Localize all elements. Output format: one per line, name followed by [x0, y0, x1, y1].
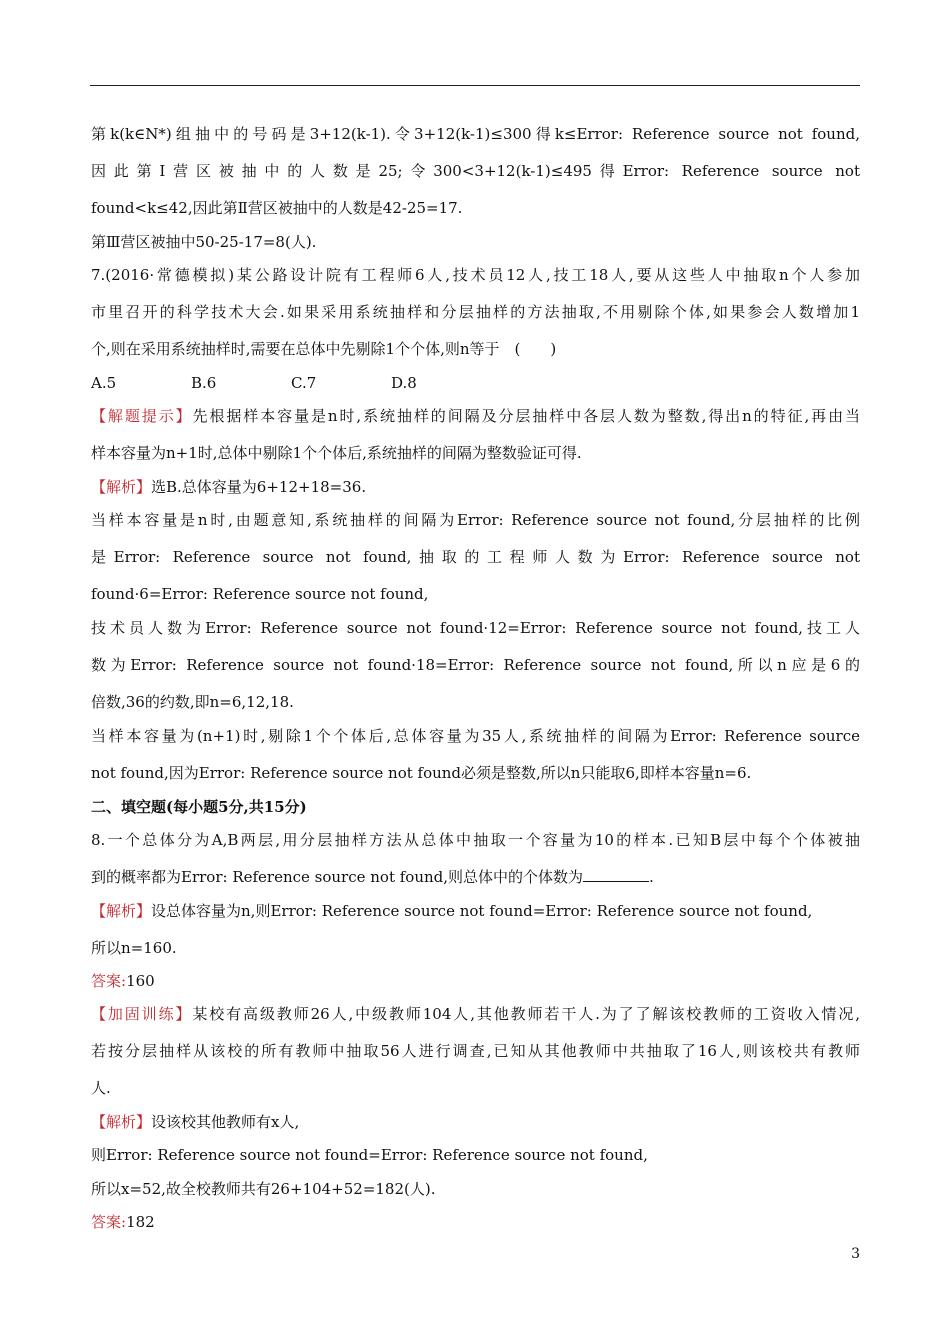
analysis-line [91, 477, 860, 497]
hint-tag: 【解题提示】 [91, 407, 193, 425]
answer-tag: 答案: [91, 1213, 127, 1231]
analysis-line: 当样本容量是n时,由题意知,系统抽样的间隔为Error: Reference source not found,分层抽样的比例 [91, 511, 860, 529]
option-a: A.5 [91, 374, 117, 392]
analysis-line: found·6=Error: Reference source not found, [91, 585, 429, 603]
analysis-line: 数为Error: Reference source not found·18=Error: Reference source not found,所以n应是6的 [91, 656, 860, 674]
analysis-tag: 【解析】 [91, 1113, 152, 1131]
extra-training-line: 人. [91, 1079, 111, 1097]
extra-training-tag: 【加固训练】 [91, 1005, 193, 1023]
analysis-text: 设总体容量为n,则Error: Reference source not found=Error: Reference source not found, [151, 902, 813, 920]
analysis-text: 选B.总体容量为6+12+18=36. [151, 478, 367, 496]
text-line: 因此第Ⅰ营区被抽中的人数是25;令300<3+12(k-1)≤495得Error: Reference source not [91, 162, 860, 180]
extra-training-text: 某校有高级教师26人,中级教师104人,其他教师若干人.为了了解该校教师的工资收入情况, [192, 1005, 860, 1023]
header-rule [90, 85, 860, 86]
option-d: D.8 [391, 374, 417, 392]
question-8-text: 到的概率都为Error: Reference source not found,则总体中的个体数为 [91, 868, 584, 886]
analysis-line [91, 901, 860, 921]
analysis-text: 设该校其他教师有x人, [151, 1113, 300, 1131]
question-8-line: 8.一个总体分为A,B两层,用分层抽样方法从总体中抽取一个容量为10的样本.已知B层中每个个体被抽 [91, 831, 860, 849]
hint-line [91, 406, 860, 426]
text-line: 第k(k∈N*)组抽中的号码是3+12(k-1).令3+12(k-1)≤300得k≤Error: Reference source not found, [91, 125, 860, 143]
extra-training-line: 若按分层抽样从该校的所有教师中抽取56人进行调查,已知从其他教师中共抽取了16人,则该校共有教师 [91, 1042, 860, 1060]
question-7-line: 7.(2016·常德模拟)某公路设计院有工程师6人,技术员12人,技工18人,要从这些人中抽取n个人参加 [91, 266, 860, 284]
extra-training-line [91, 1004, 860, 1024]
question-7-line: 市里召开的科学技术大会.如果采用系统抽样和分层抽样的方法抽取,不用剔除个体,如果参会人数增加1 [91, 303, 860, 321]
answer-value: 160 [126, 972, 155, 990]
text-line: 第Ⅲ营区被抽中50-25-17=8(人). [91, 233, 317, 251]
answer-options [91, 373, 860, 393]
answer-line [91, 971, 860, 991]
answer-value: 182 [126, 1213, 155, 1231]
analysis-line: 是Error: Reference source not found,抽取的工程师人数为Error: Reference source not [91, 548, 860, 566]
analysis-line: 所以x=52,故全校教师共有26+104+52=182(人). [91, 1180, 436, 1198]
answer-line [91, 1212, 860, 1232]
text-line: found<k≤42,因此第Ⅱ营区被抽中的人数是42-25=17. [91, 199, 463, 217]
section-heading: 二、填空题(每小题5分,共15分) [91, 798, 307, 816]
page-number: 3 [851, 1246, 860, 1262]
analysis-tag: 【解析】 [91, 478, 152, 496]
analysis-line: 当样本容量为(n+1)时,剔除1个个体后,总体容量为35人,系统抽样的间隔为Error: Reference source [91, 727, 860, 745]
question-8-line [91, 867, 860, 887]
analysis-line [91, 1112, 860, 1132]
analysis-line: 则Error: Reference source not found=Error: Reference source not found, [91, 1146, 648, 1164]
analysis-line: not found,因为Error: Reference source not found必须是整数,所以n只能取6,即样本容量n=6. [91, 764, 752, 782]
question-7-line: 个,则在采用系统抽样时,需要在总体中先剔除1个个体,则n等于 ( ) [91, 340, 557, 358]
question-8-end: . [649, 868, 654, 886]
answer-blank [583, 867, 649, 882]
answer-tag: 答案: [91, 972, 127, 990]
hint-line: 样本容量为n+1时,总体中剔除1个个体后,系统抽样的间隔为整数验证可得. [91, 444, 582, 462]
analysis-tag: 【解析】 [91, 902, 152, 920]
analysis-line: 倍数,36的约数,即n=6,12,18. [91, 693, 294, 711]
option-c: C.7 [291, 374, 317, 392]
analysis-line: 技术员人数为Error: Reference source not found·12=Error: Reference source not found,技工人 [91, 619, 860, 637]
analysis-line: 所以n=160. [91, 939, 177, 957]
hint-text: 先根据样本容量是n时,系统抽样的间隔及分层抽样中各层人数为整数,得出n的特征,再由当 [192, 407, 860, 425]
option-b: B.6 [191, 374, 217, 392]
